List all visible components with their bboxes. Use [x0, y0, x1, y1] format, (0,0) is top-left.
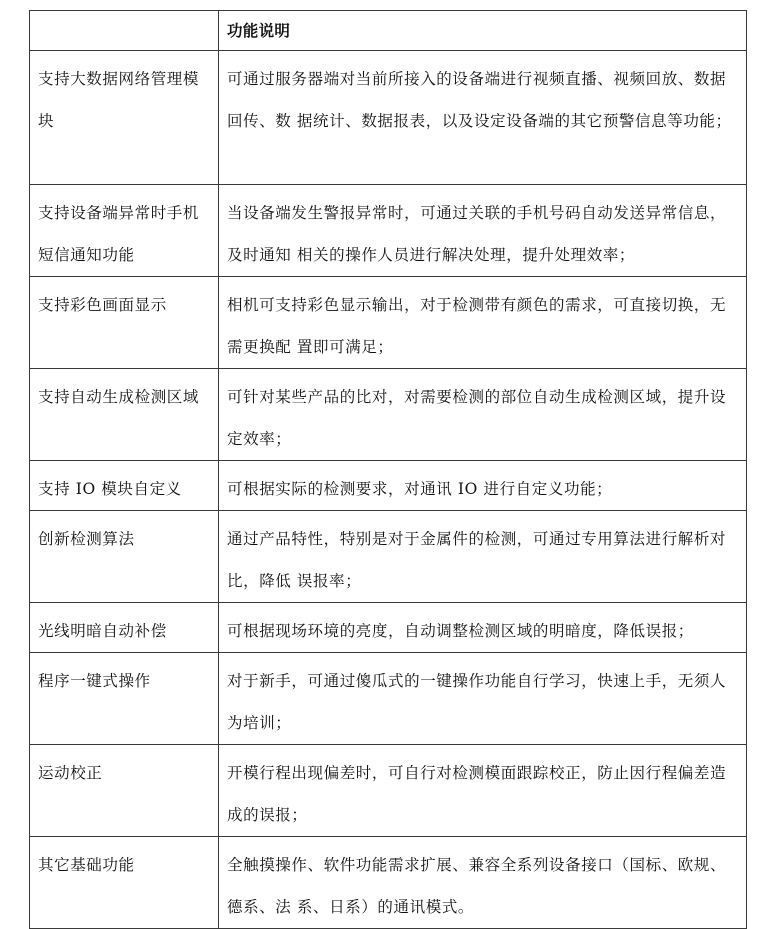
table-row [30, 461, 747, 511]
description-cell: 可针对某些产品的比对，对需要检测的部位自动生成检测区域，提升设定效率； [219, 369, 747, 461]
feature-cell: 程序一键式操作 [30, 653, 219, 745]
table-row [30, 745, 747, 837]
header-feature-cell [30, 11, 219, 51]
feature-cell: 支持彩色画面显示 [30, 277, 219, 369]
table-row [30, 277, 747, 369]
feature-cell: 支持大数据网络管理模块 [30, 51, 219, 185]
feature-cell: 运动校正 [30, 745, 219, 837]
description-cell: 全触摸操作、软件功能需求扩展、兼容全系列设备接口（国标、欧规、德系、法 系、日系）的通讯模式。 [219, 837, 747, 929]
description-cell: 可根据现场环境的亮度，自动调整检测区域的明暗度，降低误报； [219, 603, 747, 653]
description-cell: 相机可支持彩色显示输出，对于检测带有颜色的需求，可直接切换，无需更换配 置即可满足； [219, 277, 747, 369]
table-row [30, 653, 747, 745]
description-cell: 当设备端发生警报异常时，可通过关联的手机号码自动发送异常信息，及时通知 相关的操作人员进行解决处理，提升处理效率； [219, 185, 747, 277]
table-row [30, 185, 747, 277]
description-cell: 可根据实际的检测要求，对通讯 IO 进行自定义功能； [219, 461, 747, 511]
description-cell: 对于新手，可通过傻瓜式的一键操作功能自行学习，快速上手，无须人为培训； [219, 653, 747, 745]
feature-cell: 创新检测算法 [30, 511, 219, 603]
table-row [30, 51, 747, 185]
feature-cell: 支持自动生成检测区域 [30, 369, 219, 461]
feature-cell: 其它基础功能 [30, 837, 219, 929]
description-cell: 可通过服务器端对当前所接入的设备端进行视频直播、视频回放、数据回传、数 据统计、数据报表，以及设定设备端的其它预警信息等功能； [219, 51, 747, 185]
header-description-cell: 功能说明 [219, 11, 747, 51]
table-row [30, 369, 747, 461]
table-row [30, 837, 747, 929]
description-cell: 开模行程出现偏差时，可自行对检测模面跟踪校正，防止因行程偏差造成的误报； [219, 745, 747, 837]
table-row [30, 603, 747, 653]
description-cell: 通过产品特性，特别是对于金属件的检测，可通过专用算法进行解析对比，降低 误报率； [219, 511, 747, 603]
header-row [30, 11, 747, 51]
table-row [30, 511, 747, 603]
feature-cell: 支持 IO 模块自定义 [30, 461, 219, 511]
feature-table [29, 10, 747, 929]
feature-cell: 支持设备端异常时手机 短信通知功能 [30, 185, 219, 277]
feature-cell: 光线明暗自动补偿 [30, 603, 219, 653]
